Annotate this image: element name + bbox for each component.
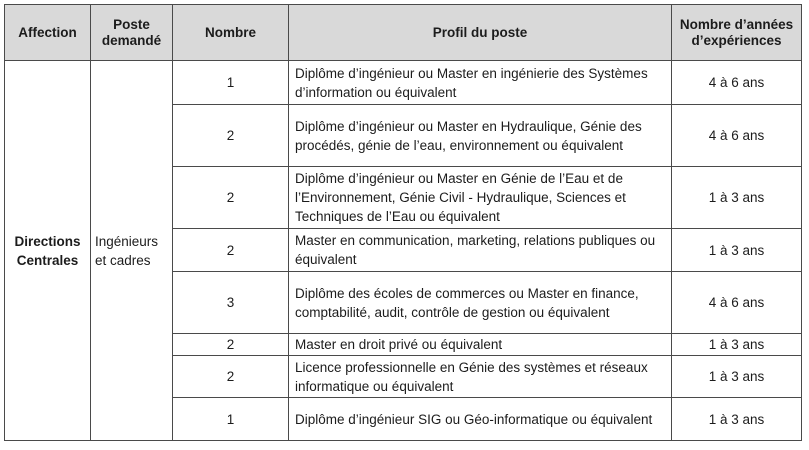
nombre-cell: 2 [173,167,289,229]
header-experience: Nombre d’années d’expériences [672,5,802,61]
nombre-cell: 2 [173,356,289,398]
profil-cell: Diplôme d’ingénieur ou Master en ingénierie des Systèmes d’information ou équivalent [289,61,672,105]
profil-cell: Master en communication, marketing, relations publiques ou équivalent [289,229,672,272]
profil-cell: Master en droit privé ou équivalent [289,334,672,356]
profil-cell: Licence professionnelle en Génie des systèmes et réseaux informatique ou équivalent [289,356,672,398]
profil-cell: Diplôme d’ingénieur ou Master en Hydraulique, Génie des procédés, génie de l’eau, environnement ou équivalent [289,105,672,167]
header-row [5,5,802,61]
experience-cell: 4 à 6 ans [672,61,802,105]
experience-cell: 4 à 6 ans [672,105,802,167]
profil-cell: Diplôme d’ingénieur ou Master en Génie de l’Eau et de l’Environnement, Génie Civil - Hydraulique, Sciences et Techniques de l’Eau ou équivalent [289,167,672,229]
experience-cell: 1 à 3 ans [672,229,802,272]
positions-table [4,4,802,441]
table-row [5,61,802,105]
poste-cell: Ingénieurs et cadres [91,61,173,441]
profil-cell: Diplôme des écoles de commerces ou Master en finance, comptabilité, audit, contrôle de gestion ou équivalent [289,272,672,334]
header-nombre: Nombre [173,5,289,61]
header-affection: Affection [5,5,91,61]
experience-cell: 1 à 3 ans [672,356,802,398]
nombre-cell: 2 [173,229,289,272]
header-poste: Poste demandé [91,5,173,61]
experience-cell: 1 à 3 ans [672,167,802,229]
profil-cell: Diplôme d’ingénieur SIG ou Géo-informatique ou équivalent [289,398,672,441]
nombre-cell: 1 [173,398,289,441]
nombre-cell: 3 [173,272,289,334]
nombre-cell: 2 [173,334,289,356]
nombre-cell: 1 [173,61,289,105]
experience-cell: 1 à 3 ans [672,398,802,441]
header-profil: Profil du poste [289,5,672,61]
experience-cell: 4 à 6 ans [672,272,802,334]
nombre-cell: 2 [173,105,289,167]
affection-cell: Directions Centrales [5,61,91,441]
experience-cell: 1 à 3 ans [672,334,802,356]
